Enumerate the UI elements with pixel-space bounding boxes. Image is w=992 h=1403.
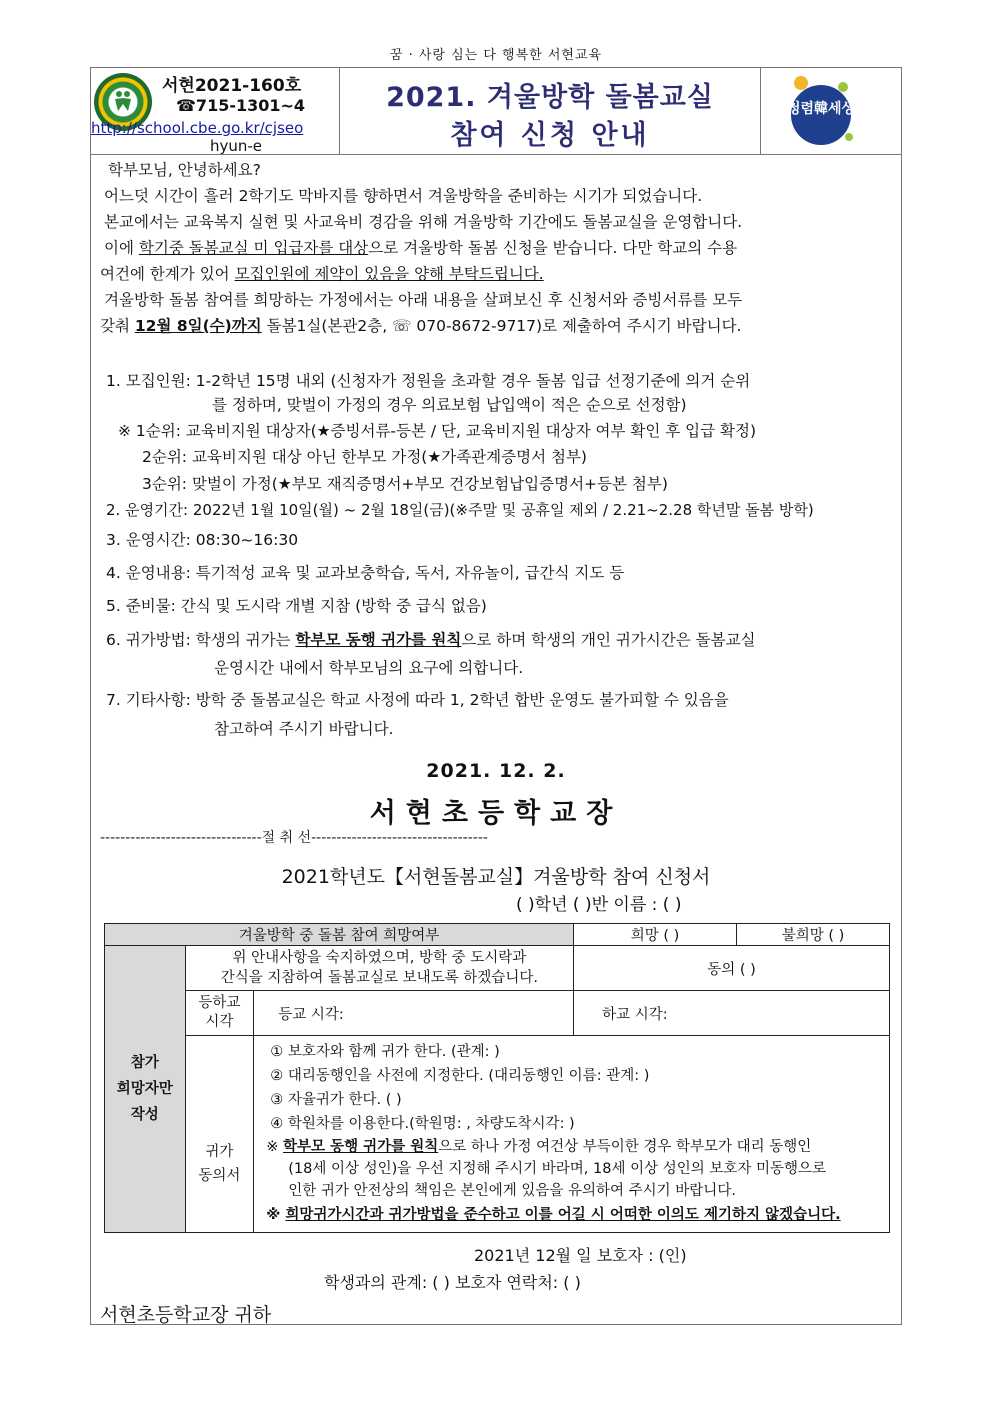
participation-header: 겨울방학 중 돌봄 참여 희망여부 [105, 924, 574, 946]
option-proxy-companion[interactable]: ② 대리동행인을 사전에 지정한다. (대리동행인 이름: 관계: ) [270, 1068, 650, 1084]
title-line-2: 참여 신청 안내 [450, 120, 650, 151]
title-line-1: 2021. 겨울방학 돌봄교실 [386, 82, 714, 113]
option-academy-bus[interactable]: ④ 학원차를 이용한다.(학원명: , 차량도착시각: ) [270, 1116, 575, 1132]
letter-title [340, 67, 760, 155]
intro-line [100, 261, 900, 287]
intro-section [100, 157, 900, 339]
form-title: 2021학년도【서현돌봄교실】겨울방학 참여 신청서 [281, 866, 711, 888]
form-row-homecoming [105, 1036, 890, 1233]
homecoming-pledge [266, 1202, 883, 1228]
side-label-line: 참가 [130, 1055, 159, 1071]
text-span: 갖춰 [100, 317, 135, 335]
logo-text: 청렴韓세상 [786, 101, 856, 117]
item-7: 7. 기타사항: 방학 중 돌봄교실은 학교 사정에 따라 1, 2학년 합반 운영도 불가피할 수 있음을 [106, 691, 729, 709]
deadline-text: 12월 8일(수)까지 [134, 317, 262, 335]
text-span: 6. 귀가방법: 학생의 귀가는 [106, 631, 296, 649]
cut-line: --------------------------------절 취 선----------------------------------- [100, 830, 488, 846]
intro-line [100, 235, 900, 261]
integrity-logo-icon [783, 73, 859, 149]
option-self-return[interactable]: ③ 자율귀가 한다. ( ) [270, 1092, 402, 1108]
homecoming-note: (18세 이상 성인)을 우선 지정해 주시기 바라며, 18세 이상 성인의 보호자 미동행으로 [288, 1161, 826, 1177]
emblem-figures-icon [113, 90, 133, 112]
homecoming-consent-label [185, 1036, 254, 1233]
text-span: ※ [266, 1139, 284, 1155]
motto: 꿈 · 사랑 심는 다 행복한 서현교육 [389, 48, 603, 63]
text-span: 으로 하나 가정 여건상 부득이한 경우 학부모가 대리 동행인 [438, 1139, 812, 1155]
item-1-cont: 를 정하며, 맞벌이 가정의 경우 의료보험 납입액이 적은 순으로 선정함) [212, 396, 687, 414]
item-3: 3. 운영시간: 08:30~16:30 [106, 531, 299, 549]
want-checkbox[interactable]: 희망 ( ) [574, 924, 737, 946]
integrity-logo [760, 67, 902, 155]
intro-line: 학부모님, 안녕하세요? [108, 161, 261, 179]
school-url-link[interactable]: http://school.cbe.go.kr/cjseo [91, 119, 304, 137]
guardian-signature-line[interactable]: 2021년 12월 일 보호자 : (인) [474, 1246, 687, 1265]
text-span: 이에 [104, 239, 139, 257]
homecoming-note: 인한 귀가 안전상의 책임은 본인에게 있음을 유의하여 주시기 바랍니다. [288, 1183, 736, 1199]
relation-contact-line[interactable]: 학생과의 관계: ( ) 보호자 연락처: ( ) [324, 1273, 581, 1292]
intro-line: 겨울방학 돌봄 참여를 희망하는 가정에서는 아래 내용을 살펴보신 후 신청서와 증빙서류를 모두 [104, 291, 743, 309]
letter-header [90, 67, 902, 155]
item-6-cont: 운영시간 내에서 학부모님의 요구에 의합니다. [214, 659, 524, 677]
home-label-line: 동의서 [198, 1168, 241, 1184]
nowant-checkbox[interactable]: 불희망 ( ) [737, 924, 890, 946]
consent-line: 위 안내사항을 숙지하였으며, 방학 중 도시락과 [232, 950, 527, 966]
underlined-text: 학부모 동행 귀가를 원칙 [283, 1139, 439, 1155]
item-6 [106, 627, 900, 653]
school-phone: ☎715-1301~4 [176, 96, 306, 115]
item-4: 4. 운영내용: 특기적성 교육 및 교과보충학습, 독서, 자유놀이, 급간식 지도 등 [106, 564, 625, 582]
arrival-time-field[interactable]: 등교 시각: [254, 991, 574, 1036]
consent-statement [185, 946, 574, 991]
side-label-line: 희망자만 [116, 1081, 173, 1097]
intro-line [100, 313, 900, 339]
underlined-text: 학부모 동행 귀가를 원칙 [295, 631, 462, 649]
issue-date: 2021. 12. 2. [426, 760, 566, 782]
homecoming-options [254, 1036, 890, 1233]
recipient: 서현초등학교장 귀하 [100, 1304, 272, 1326]
intro-line: 본교에서는 교육복지 실현 및 사교육비 경감을 위해 겨울방학 기간에도 돌봄교실을 운영합니다. [104, 213, 743, 231]
agree-checkbox[interactable]: 동의 ( ) [574, 946, 890, 991]
document-number: 서현2021-160호 [162, 76, 302, 96]
intro-line: 어느덧 시간이 흘러 2학기도 막바지를 향하면서 겨울방학을 준비하는 시기가 되었습니다. [104, 187, 703, 205]
text-span: 으로 겨울방학 돌봄 신청을 받습니다. 다만 학교의 수용 [368, 239, 738, 257]
times-label-line: 시각 [205, 1014, 234, 1030]
text-span: ※ [266, 1207, 286, 1223]
grade-class-name-field[interactable]: ( )학년 ( )반 이름 : ( ) [516, 895, 682, 915]
form-row-consent [105, 946, 890, 991]
item-2: 2. 운영기간: 2022년 1월 10일(월) ~ 2월 18일(금)(※주말 및 공휴일 제외 / 2.21~2.28 학년말 돌봄 방학) [106, 501, 814, 519]
rank-1: ※ 1순위: 교육비지원 대상자(★증빙서류-등본 / 단, 교육비지원 대상자 여부 확인 후 입급 확정) [118, 422, 757, 440]
underlined-text: 모집인원에 제약이 있음을 양해 부탁드립니다. [234, 265, 544, 283]
principal-signature: 서현초등학교장 [369, 798, 623, 829]
underlined-text: 학기중 돌봄교실 미 입급자를 대상 [138, 239, 369, 257]
text-span: 으로 하며 학생의 개인 귀가시간은 돌봄교실 [461, 631, 756, 649]
header-info [90, 67, 340, 155]
item-5: 5. 준비물: 간식 및 도시락 개별 지참 (방학 중 급식 없음) [106, 597, 487, 615]
school-id: hyun-e [210, 137, 263, 155]
home-label-line: 귀가 [205, 1144, 234, 1160]
item-1: 1. 모집인원: 1-2학년 15명 내외 (신청자가 정원을 초과할 경우 돌봄 입급 선정기준에 의거 순위 [106, 372, 751, 390]
departure-time-field[interactable]: 하교 시각: [574, 991, 890, 1036]
times-label [185, 991, 254, 1036]
homecoming-note [266, 1136, 883, 1158]
underlined-text: 희망귀가시간과 귀가방법을 준수하고 이를 어길 시 어떠한 이의도 제기하지 않겠습니다. [285, 1207, 841, 1223]
rank-3: 3순위: 맞벌이 가정(★부모 재직증명서+부모 건강보험납입증명서+등본 첨부) [142, 475, 668, 493]
consent-line: 간식을 지참하여 돌봄교실로 보내도록 하겠습니다. [220, 970, 538, 986]
form-row-participation [105, 924, 890, 946]
form-row-times [105, 991, 890, 1036]
times-label-line: 등하교 [198, 995, 241, 1011]
application-form-table [104, 923, 890, 1233]
side-label-line: 작성 [130, 1107, 159, 1123]
item-7-cont: 참고하여 주시기 바랍니다. [214, 720, 394, 738]
rank-2: 2순위: 교육비지원 대상 아닌 한부모 가정(★가족관계증명서 첨부) [142, 448, 587, 466]
option-accompany-guardian[interactable]: ① 보호자와 함께 귀가 한다. (관계: ) [270, 1044, 500, 1060]
text-span: 돌봄1실(본관2층, ☏ 070-8672-9717)로 제출하여 주시기 바랍니다. [261, 317, 742, 335]
text-span: 여건에 한계가 있어 [100, 265, 235, 283]
participants-only-label [105, 946, 186, 1233]
